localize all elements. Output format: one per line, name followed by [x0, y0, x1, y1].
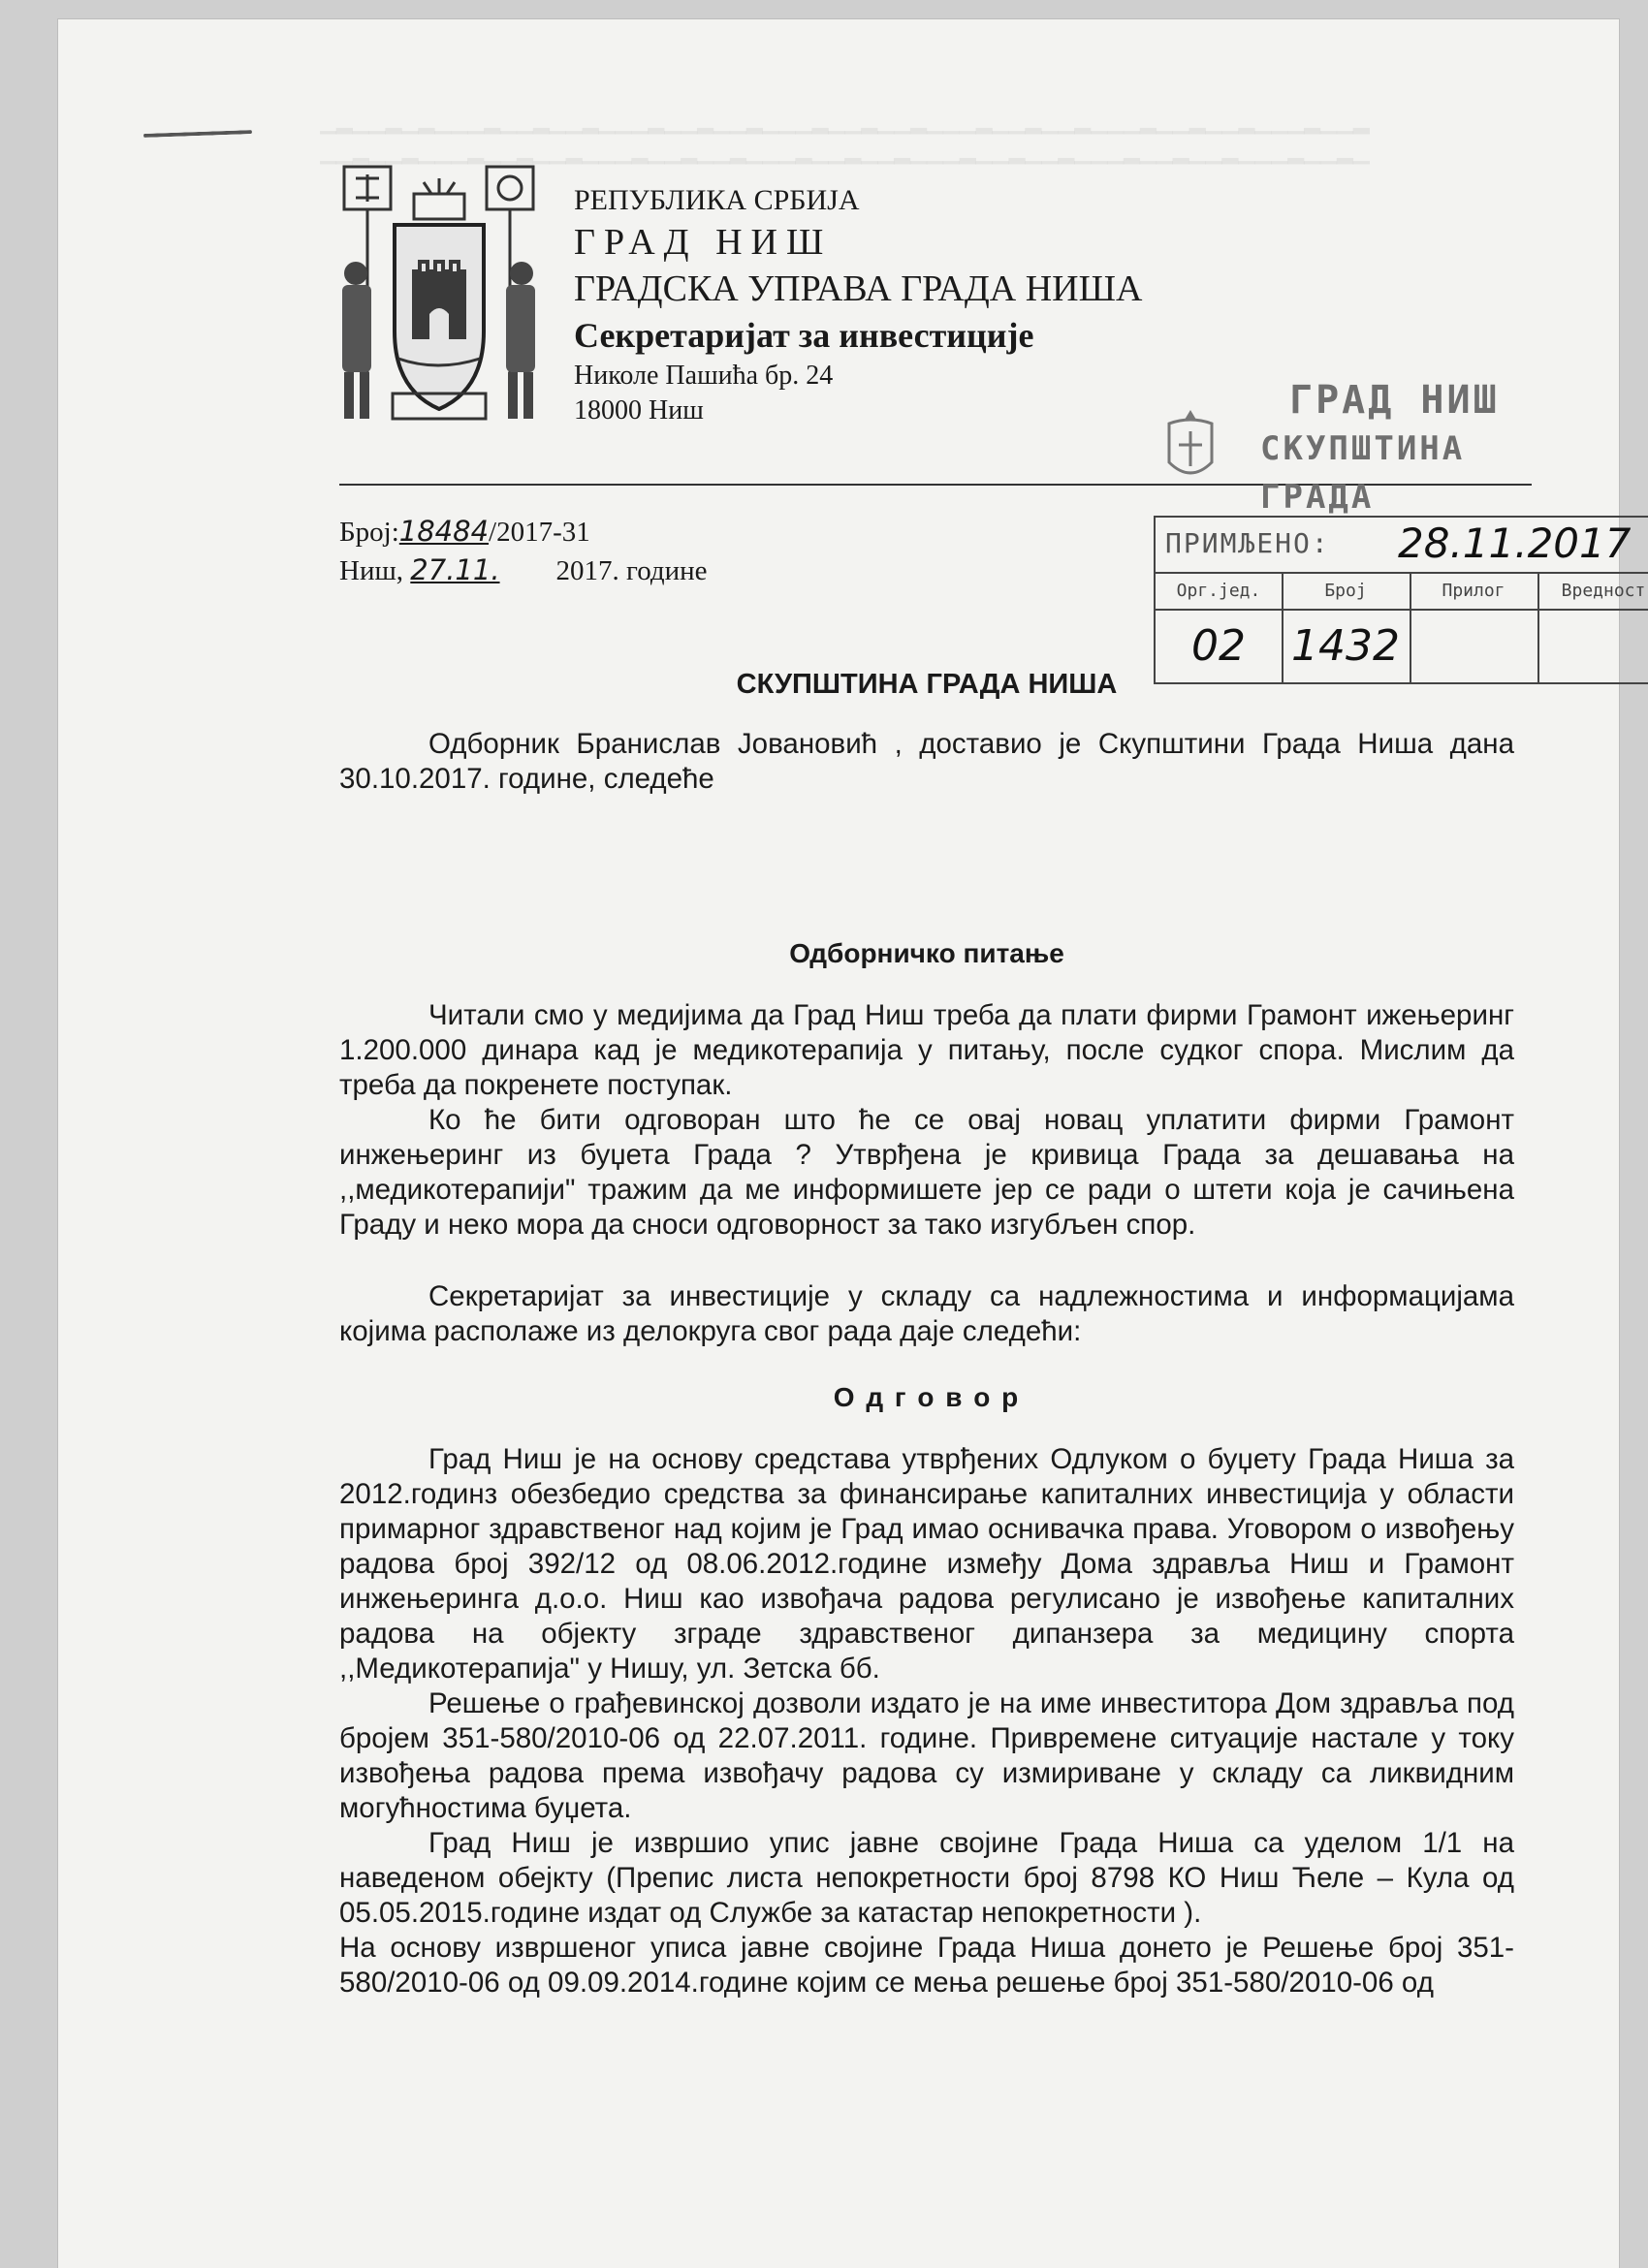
country-name: РЕПУБЛИКА СРБИЈА	[574, 184, 860, 216]
stamp-col-header: Прилог	[1410, 574, 1537, 611]
question-block	[339, 998, 1514, 1243]
stamp-col-header: Орг.јед.	[1156, 574, 1282, 611]
handwritten-date: 27.11.	[410, 553, 500, 586]
answer-title: О д г о в о р	[833, 1382, 1021, 1412]
stamp-col-attachment	[1410, 574, 1539, 684]
answer-block	[339, 1442, 1514, 2000]
intro-block	[339, 727, 1514, 797]
stamp-col-value: 1432	[1291, 621, 1400, 671]
institution-stamp	[1260, 376, 1595, 521]
place-label: Ниш,	[339, 555, 404, 586]
letterhead	[574, 182, 1142, 428]
document-page	[58, 19, 1646, 2268]
received-date: 28.11.2017	[1398, 520, 1632, 567]
receipt-stamp	[1154, 516, 1648, 684]
administration-name: ГРАДСКА УПРАВА ГРАДА НИША	[574, 268, 1143, 309]
addressee: СКУПШТИНА ГРАДА НИША	[736, 669, 1118, 700]
city-name: ГРАД НИШ	[574, 222, 833, 263]
handwritten-number: 18484	[398, 515, 490, 548]
question-title: Одборничко питање	[789, 938, 1064, 968]
bleed-through-texture: ▁▂▁▁▂▁▂▁▁▁▂▁▁▂▁▁▂▁▁▁▂▁▁▂▁▁▂▁▁▁▂▁▁▂▁▁▂▁▁▁▂▁▁▂▁▁▂▁▁▁▂▁▁▂▁▁▂▁▁▁▂▁▁▂ ▁▁▂▁▁▂▁▁▁▂▁▁▂▁▁▂▁▁▁▂▁▁▂▁▁▂▁▁▁▂▁▁▂▁▁▂▁▁▁▂▁▁▂▁▁▂▁▁▁▂▁▁▂▁▁▂▁▁▁▂▁▁▂▁	[320, 110, 1370, 164]
answer-paragraph-2: Решење о грађевинској дозволи издато је на име инвеститора Дом здравља под бројем 351-580/2010-06 од 22.07.2011. године. Привремене ситуације настале у току извођења радова према извођачу радова су измириване у складу са ликвидним могућностима буџета.	[339, 1687, 1514, 1824]
crest-icon	[334, 165, 543, 426]
stamp-line-1: ГРАД НИШ	[1289, 378, 1500, 423]
response-intro-block	[339, 1279, 1514, 1349]
answer-paragraph-1: Град Ниш је на основу средстава утврђених Одлуком о буџету Града Ниша за 2012.годинз обезбедио средства за финансирање капиталних инвестиција у области примарног здравственог над којим је Град имао оснивачка права. Уговором о извођењу радова број 392/12 од 08.06.2012.године између Дома здравља Ниш и Грамонт инжењеринга д.о.о. Ниш као извођача радова регулисано је извођење капиталних радова на објекту зграде здравственог дипанзера за медицину спорта ,,Медикотерапија" у Нишу, ул. Зетска бб.	[339, 1443, 1514, 1685]
reference-date-row	[339, 552, 708, 591]
department-name: Секретаријат за инвестиције	[574, 316, 1034, 355]
number-suffix: /2017-31	[489, 517, 590, 548]
question-paragraph-2: Ко ће бити одговоран што ће се овај новац уплатити фирми Грамонт инжењеринг из буџета Града ? Утврђена је кривица Града за дешавања на ,,медикотерапији" тражим да ме информишете јер се ради о штети која је сачињена Граду и неко мора да сноси одговорност за тако изгубљен спор.	[339, 1104, 1514, 1241]
stamp-col-org-unit	[1156, 574, 1284, 684]
pen-mark	[143, 130, 252, 138]
receipt-stamp-header	[1156, 518, 1648, 572]
response-intro-paragraph: Секретаријат за инвестиције у складу са надлежностима и информацијама којима располаже из делокруга свог рада даје следећи:	[339, 1280, 1514, 1347]
number-label: Број:	[339, 517, 399, 548]
receipt-stamp-grid	[1156, 572, 1648, 684]
received-label: ПРИМЉЕНО:	[1165, 527, 1330, 559]
stamp-col-value-amount	[1537, 574, 1648, 684]
address-postal: 18000 Ниш	[574, 395, 704, 425]
eagle-icon	[1161, 402, 1220, 489]
stamp-line-2: СКУПШТИНА ГРАДА	[1260, 429, 1466, 517]
stamp-col-header: Број	[1282, 574, 1410, 611]
question-paragraph-1: Читали смо у медијима да Град Ниш треба да плати фирми Грамонт ижењеринг 1.200.000 динара кад је медикотерапија у питању, после судког спора. Мислим да треба да покренете поступак.	[339, 999, 1514, 1101]
answer-paragraph-3: Град Ниш је извршио упис јавне својине Града Ниша са уделом 1/1 на наведеном обејкту (Препис листа непокретности број 8798 КО Ниш Ћеле – Кула од 05.05.2015.године издат од Службе за катастар непокретности ).	[339, 1827, 1514, 1929]
stamp-col-value	[1537, 609, 1648, 684]
stamp-col-header: Вредност	[1537, 574, 1648, 611]
year-suffix: 2017. године	[555, 555, 708, 586]
intro-paragraph: Одборник Бранислав Јовановић , доставио је Скупштини Града Ниша дана 30.10.2017. године, следеће	[339, 728, 1514, 795]
reference-number-row	[339, 514, 708, 552]
document-reference	[339, 514, 708, 591]
stamp-col-value: 02	[1191, 621, 1246, 671]
stamp-col-number	[1282, 574, 1411, 684]
address-street: Николе Пашића бр. 24	[574, 361, 834, 391]
answer-paragraph-4: На основу извршеног уписа јавне својине Града Ниша донето је Решење број 351-580/2010-06 од 09.09.2014.године којим се мења решење број 351-580/2010-06 од	[339, 1932, 1514, 1999]
